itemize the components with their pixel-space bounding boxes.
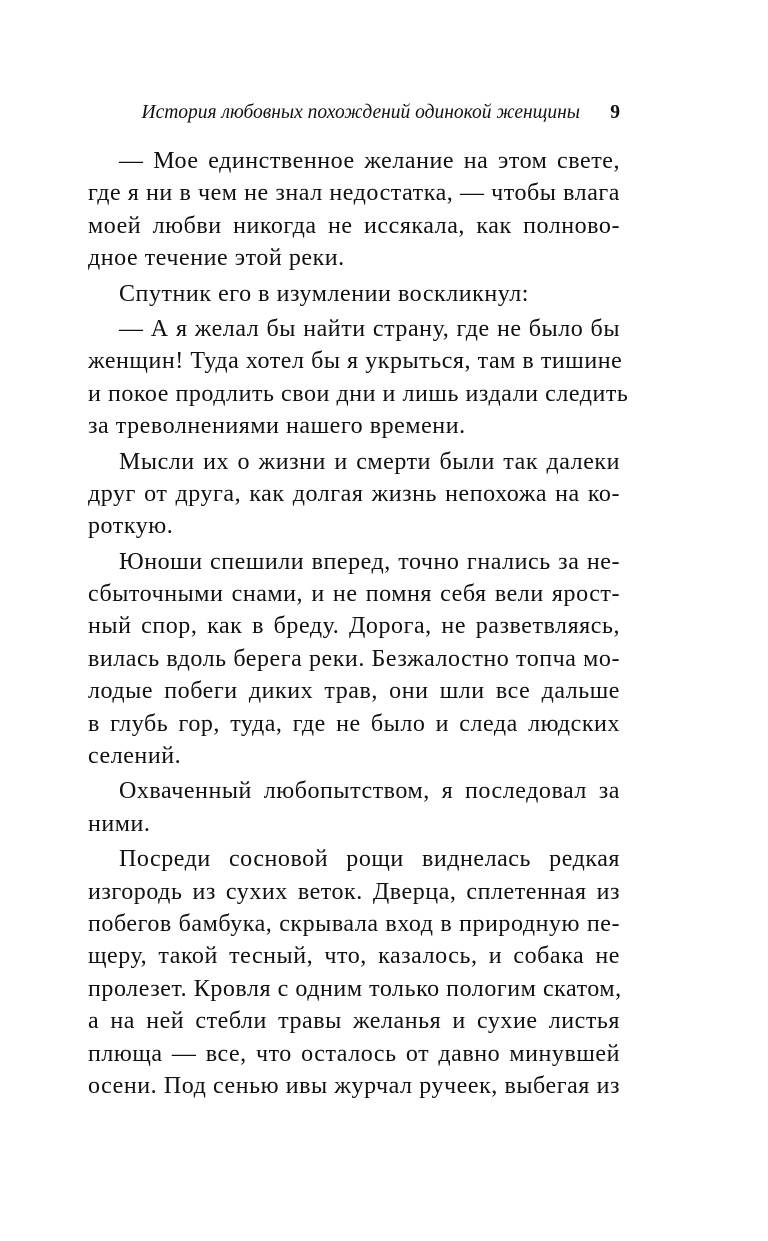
- text-line: где я ни в чем не знал недостатка, — чтобы влага: [88, 180, 620, 207]
- text-line: Мысли их о жизни и смерти были так далеки: [119, 448, 620, 475]
- text-line: Спутник его в изумлении воскликнул:: [119, 280, 530, 307]
- text-line: друг от друга, как долгая жизнь непохожа на ко-: [88, 480, 620, 507]
- text-line: Юноши спешили вперед, точно гнались за не-: [119, 548, 620, 575]
- text-line: за треволнениями нашего времени.: [88, 413, 466, 440]
- text-line: селений.: [88, 743, 182, 770]
- paragraph: [88, 145, 620, 275]
- paragraph: [88, 313, 629, 443]
- text-line: изгородь из сухих веток. Дверца, сплетенная из: [88, 878, 620, 905]
- text-line: пролезет. Кровля с одним только пологим скатом,: [88, 975, 622, 1002]
- page-number: 9: [610, 102, 620, 123]
- text-line: дное течение этой реки.: [88, 245, 345, 272]
- text-line: — Мое единственное желание на этом свете,: [119, 148, 620, 174]
- paragraph: [88, 446, 620, 543]
- text-line: женщин! Туда хотел бы я укрыться, там в тишине: [88, 348, 623, 375]
- text-line: осени. Под сенью ивы журчал ручеек, выбегая из: [88, 1072, 620, 1099]
- text-line: и покое продлить свои дни и лишь издали следить: [88, 380, 629, 407]
- text-line: вилась вдоль берега реки. Безжалостно топча мо-: [88, 645, 620, 672]
- body-text: [88, 145, 629, 1105]
- paragraph: [88, 843, 620, 1102]
- text-line: лодые побеги диких трав, они шли все дальше: [88, 678, 620, 705]
- text-line: ный спор, как в бреду. Дорога, не разветвляясь,: [88, 613, 620, 640]
- text-line: ними.: [88, 810, 151, 837]
- running-head: [88, 98, 620, 128]
- text-line: Посреди сосновой рощи виднелась редкая: [119, 846, 620, 873]
- text-line: плюща — все, что осталось от давно минувшей: [88, 1040, 620, 1067]
- text-line: — А я желал бы найти страну, где не было бы: [119, 315, 620, 342]
- text-line: а на ней стебли травы желанья и сухие листья: [88, 1008, 620, 1035]
- paragraph: [88, 546, 620, 773]
- paragraph: [88, 278, 620, 310]
- text-line: побегов бамбука, скрывала вход в природную пе-: [88, 910, 620, 937]
- paragraph: [88, 775, 620, 840]
- text-line: роткую.: [88, 513, 174, 540]
- text-line: сбыточными снами, и не помня себя вели ярост-: [88, 581, 620, 608]
- text-line: в глубь гор, туда, где не было и следа людских: [88, 710, 620, 737]
- running-title: История любовных похождений одинокой женщины: [141, 102, 580, 123]
- text-line: моей любви никогда не иссякала, как полново-: [88, 212, 620, 239]
- text-line: щеру, такой тесный, что, казалось, и собака не: [88, 943, 620, 970]
- text-line: Охваченный любопытством, я последовал за: [119, 778, 620, 805]
